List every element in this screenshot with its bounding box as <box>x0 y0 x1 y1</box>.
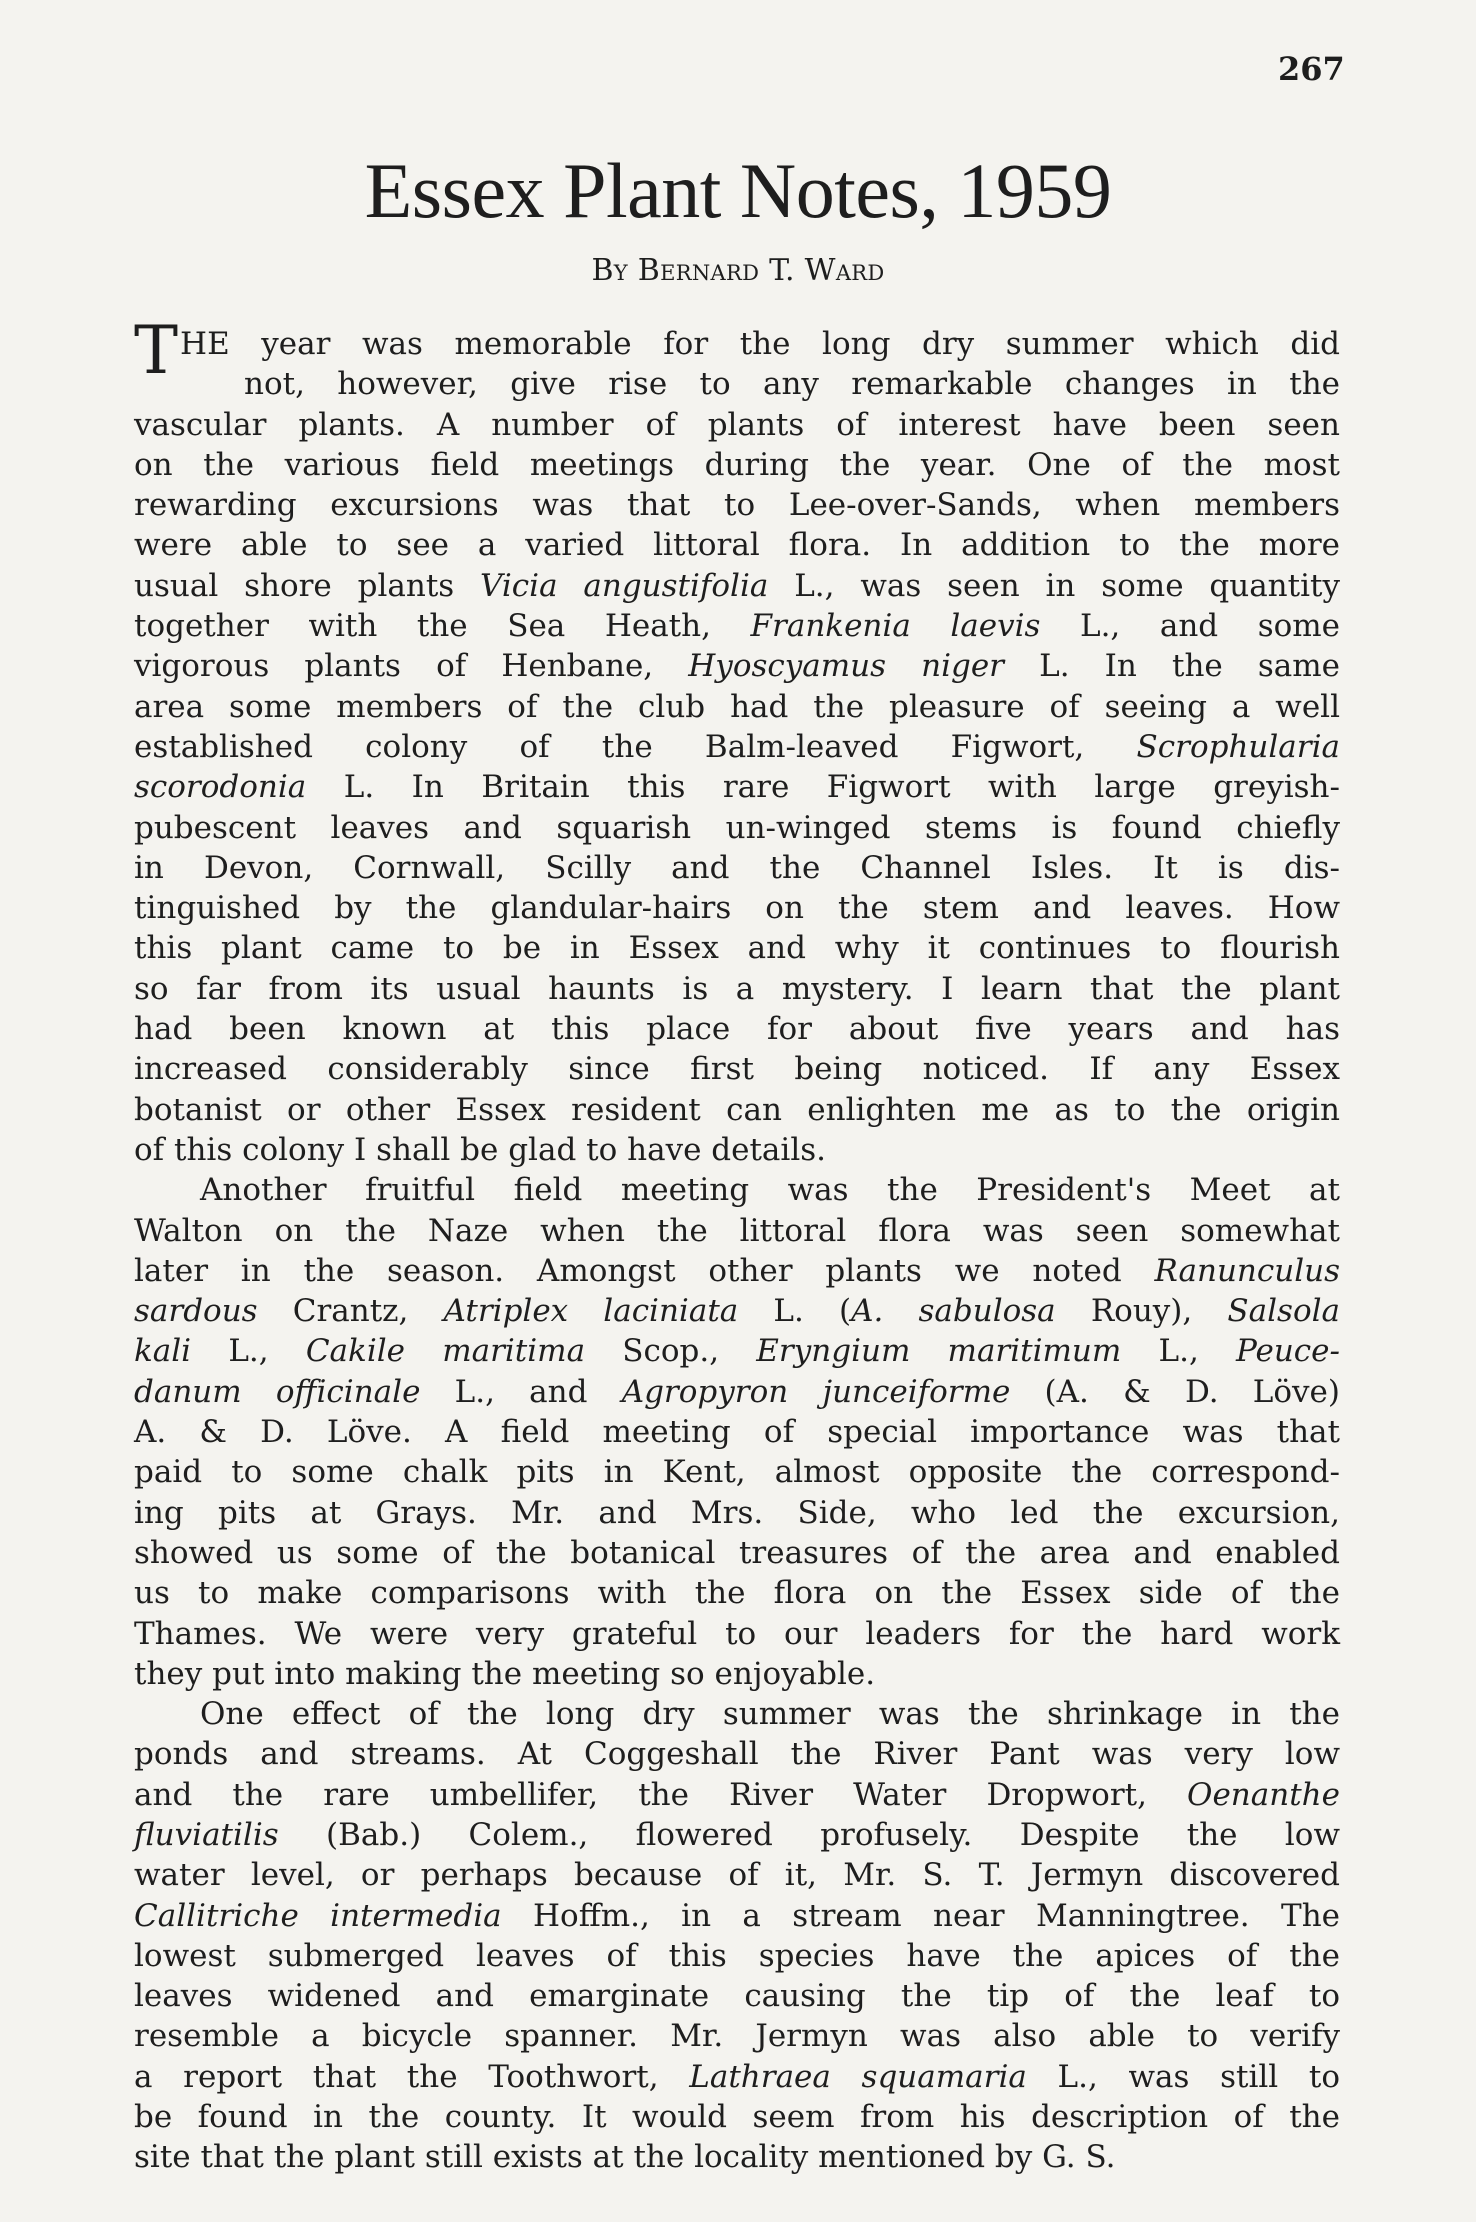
text-line: lowest submerged leaves of this species have the apices of the <box>134 1937 1340 1974</box>
text-line: of this colony I shall be glad to have details. <box>134 1131 827 1168</box>
text-line: pubescent leaves and squarish un-winged stems is found chiefly <box>134 809 1340 846</box>
article-body <box>134 312 1341 2178</box>
text-line: not, however, give rise to any remarkable changes in the <box>244 366 1340 403</box>
text-line: later in the season. Amongst other plants we noted Ranunculus <box>134 1252 1340 1289</box>
text-line: on the various field meetings during the year. One of the most <box>134 446 1340 483</box>
text-line: ponds and streams. At Coggeshall the River Pant was very low <box>134 1736 1340 1773</box>
text-line: sardous Crantz, Atriplex laciniata L. (A. sabulosa Rouy), Salsola <box>134 1293 1341 1330</box>
text-line: kali L., Cakile maritima Scop., Eryngium maritimum L., Peuce- <box>134 1333 1340 1370</box>
text-line: so far from its usual haunts is a mystery. I learn that the plant <box>134 970 1340 1007</box>
text-line: leaves widened and emarginate causing the tip of the leaf to <box>134 1978 1340 2015</box>
text-line: Walton on the Naze when the littoral flora was seen somewhat <box>134 1212 1340 1249</box>
text-line: A. & D. Löve. A field meeting of special importance was that <box>134 1414 1340 1451</box>
text-line: fluviatilis (Bab.) Colem., flowered profusely. Despite the low <box>134 1816 1340 1853</box>
text-line: area some members of the club had the pleasure of seeing a well <box>134 688 1340 725</box>
text-line: water level, or perhaps because of it, Mr. S. T. Jermyn discovered <box>134 1857 1340 1894</box>
byline: By Bernard T. Ward <box>591 253 885 288</box>
text-line: ing pits at Grays. Mr. and Mrs. Side, who led the excursion, <box>134 1494 1340 1531</box>
text-line: botanist or other Essex resident can enlighten me as to the origin <box>134 1091 1340 1128</box>
text-line: be found in the county. It would seem from his description of the <box>134 2099 1340 2136</box>
text-line: had been known at this place for about five years and has <box>134 1011 1340 1048</box>
text-line: THE year was memorable for the long dry summer which did <box>134 312 1340 389</box>
text-line: established colony of the Balm-leaved Figwort, Scrophularia <box>134 728 1340 765</box>
text-line: were able to see a varied littoral flora. In addition to the more <box>134 527 1340 564</box>
text-line: a report that the Toothwort, Lathraea squamaria L., was still to <box>134 2058 1340 2095</box>
text-line: One effect of the long dry summer was the shrinkage in the <box>200 1696 1340 1733</box>
text-line: increased considerably since first being noticed. If any Essex <box>134 1051 1340 1088</box>
text-line: resemble a bicycle spanner. Mr. Jermyn was also able to verify <box>134 2018 1340 2055</box>
text-line: in Devon, Cornwall, Scilly and the Channel Isles. It is dis- <box>134 849 1340 886</box>
page-number: 267 <box>1278 50 1345 88</box>
text-line: Another fruitful field meeting was the President's Meet at <box>200 1172 1340 1209</box>
text-line: this plant came to be in Essex and why it continues to flourish <box>134 930 1340 967</box>
drop-cap: T <box>134 312 179 389</box>
text-line: Thames. We were very grateful to our leaders for the hard work <box>134 1615 1340 1652</box>
text-line: showed us some of the botanical treasures of the area and enabled <box>134 1534 1340 1571</box>
text-line: rewarding excursions was that to Lee-over-Sands, when members <box>134 487 1340 524</box>
text-line: vigorous plants of Henbane, Hyoscyamus niger L. In the same <box>134 648 1340 685</box>
text-line: us to make comparisons with the flora on the Essex side of the <box>134 1575 1340 1612</box>
text-line: vascular plants. A number of plants of interest have been seen <box>134 406 1340 443</box>
text-line: Callitriche intermedia Hoffm., in a stream near Manningtree. The <box>134 1897 1341 1934</box>
text-line: site that the plant still exists at the locality mentioned by G. S. <box>134 2139 1116 2176</box>
text-line: paid to some chalk pits in Kent, almost opposite the correspond- <box>134 1454 1340 1491</box>
article-title: Essex Plant Notes, 1959 <box>364 147 1112 234</box>
text-line: together with the Sea Heath, Frankenia laevis L., and some <box>134 608 1341 645</box>
text-line: and the rare umbellifer, the River Water Dropwort, Oenanthe <box>134 1776 1340 1813</box>
text-line: tinguished by the glandular-hairs on the stem and leaves. How <box>134 890 1340 927</box>
text-line: danum officinale L., and Agropyron junceiforme (A. & D. Löve) <box>134 1373 1340 1410</box>
text-line: scorodonia L. In Britain this rare Figwort with large greyish- <box>134 769 1340 806</box>
text-line: they put into making the meeting so enjoyable. <box>134 1655 876 1692</box>
text-line: usual shore plants Vicia angustifolia L., was seen in some quantity <box>134 567 1340 604</box>
